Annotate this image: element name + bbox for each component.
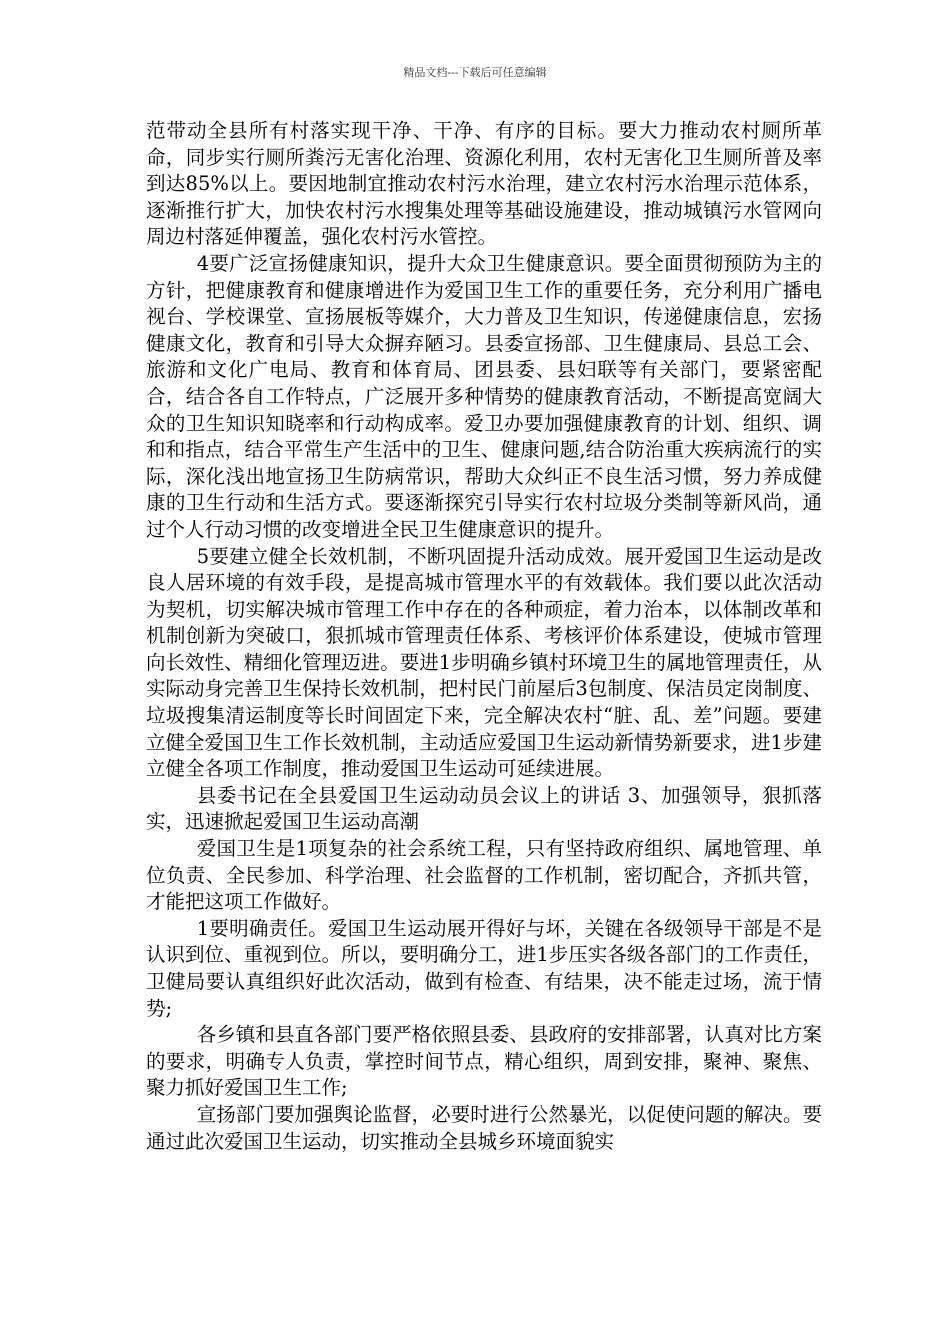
paragraph-continuation: 范带动全县所有村落实现干净、干净、有序的目标。要大力推动农村厕所革命，同步实行厕所粪污无害化治理、资源化利用，农村无害化卫生厕所普及率到达85%以上。要因地制宜推动农村污水治理，建立农村污水治理示范体系，逐渐推行扩大，加快农村污水搜集处理等基础设施建设，推动城镇污水管网向周边村落延伸覆盖，强化农村污水管控。 — [146, 119, 822, 249]
paragraph-health-education: 4要广泛宣扬健康知识，提升大众卫生健康意识。要全面贯彻预防为主的方针，把健康教育和健康增进作为爱国卫生工作的重要任务，充分利用广播电视台、学校课堂、宣扬展板等媒介，大力普及卫生知识，传递健康信息，宏扬健康文化，教育和引导大众摒弃陋习。县委宣扬部、卫生健康局、县总工会、旅游和文化广电局、教育和体育局、团县委、县妇联等有关部门，要紧密配合，结合各自工作特点，广泛展开多种情势的健康教育活动，不断提高宽阔大众的卫生知识知晓率和行动构成率。爱卫办要加强健康教育的计划、组织、调和和指点，结合平常生产生活中的卫生、健康问题,结合防治重大疾病流行的实际，深化浅出地宣扬卫生防病常识，帮助大众纠正不良生活习惯，努力养成健康的卫生行动和生活方式。要逐渐探究引导实行农村垃圾分类制等新风尚，通过个人行动习惯的改变增进全民卫生健康意识的提升。 — [146, 251, 822, 541]
paragraph-section-heading: 县委书记在全县爱国卫生运动动员会议上的讲话 3、加强领导，狠抓落实，迅速掀起爱国卫生运动高潮 — [146, 783, 822, 834]
page-header: 精品文档---下载后可任意编辑 — [403, 66, 547, 79]
paragraph-system-engineering: 爱国卫生是1项复杂的社会系统工程，只有坚持政府组织、属地管理、单位负责、全民参加、科学治理、社会监督的工作机制，密切配合，齐抓共管，才能把这项工作做好。 — [146, 837, 822, 914]
paragraph-township-departments: 各乡镇和县直各部门要严格依照县委、县政府的安排部署，认真对比方案的要求，明确专人负责，掌控时间节点，精心组织，周到安排，聚神、聚焦、聚力抓好爱国卫生工作; — [146, 1023, 822, 1100]
paragraph-clarify-responsibility: 1要明确责任。爱国卫生运动展开得好与坏，关键在各级领导干部是不是认识到位、重视到位。所以，要明确分工，进1步压实各级各部门的工作责任，卫健局要认真组织好此次活动，做到有检查、有结果，决不能走过场，流于情势; — [146, 916, 822, 1020]
paragraph-long-term-mechanism: 5要建立健全长效机制，不断巩固提升活动成效。展开爱国卫生运动是改良人居环境的有效手段，是提高城市管理水平的有效载体。我们要以此次活动为契机，切实解决城市管理工作中存在的各种顽症，着力治本，以体制改革和机制创新为突破口，狠抓城市管理责任体系、考核评价体系建设，使城市管理向长效性、精细化管理迈进。要进1步明确乡镇村环境卫生的属地管理责任，从实际动身完善卫生保持长效机制，把村民门前屋后3包制度、保洁员定岗制度、垃圾搜集清运制度等长时间固定下来，完全解决农村“脏、乱、差”问题。要建立健全爱国卫生工作长效机制，主动适应爱国卫生运动新情势新要求，进1步建立健全各项工作制度，推动爱国卫生运动可延续进展。 — [146, 544, 822, 781]
paragraph-publicity-supervision: 宣扬部门要加强舆论监督，必要时进行公然暴光，以促使问题的解决。要通过此次爱国卫生运动，切实推动全县城乡环境面貌实 — [146, 1102, 822, 1153]
document-body — [146, 118, 822, 1155]
